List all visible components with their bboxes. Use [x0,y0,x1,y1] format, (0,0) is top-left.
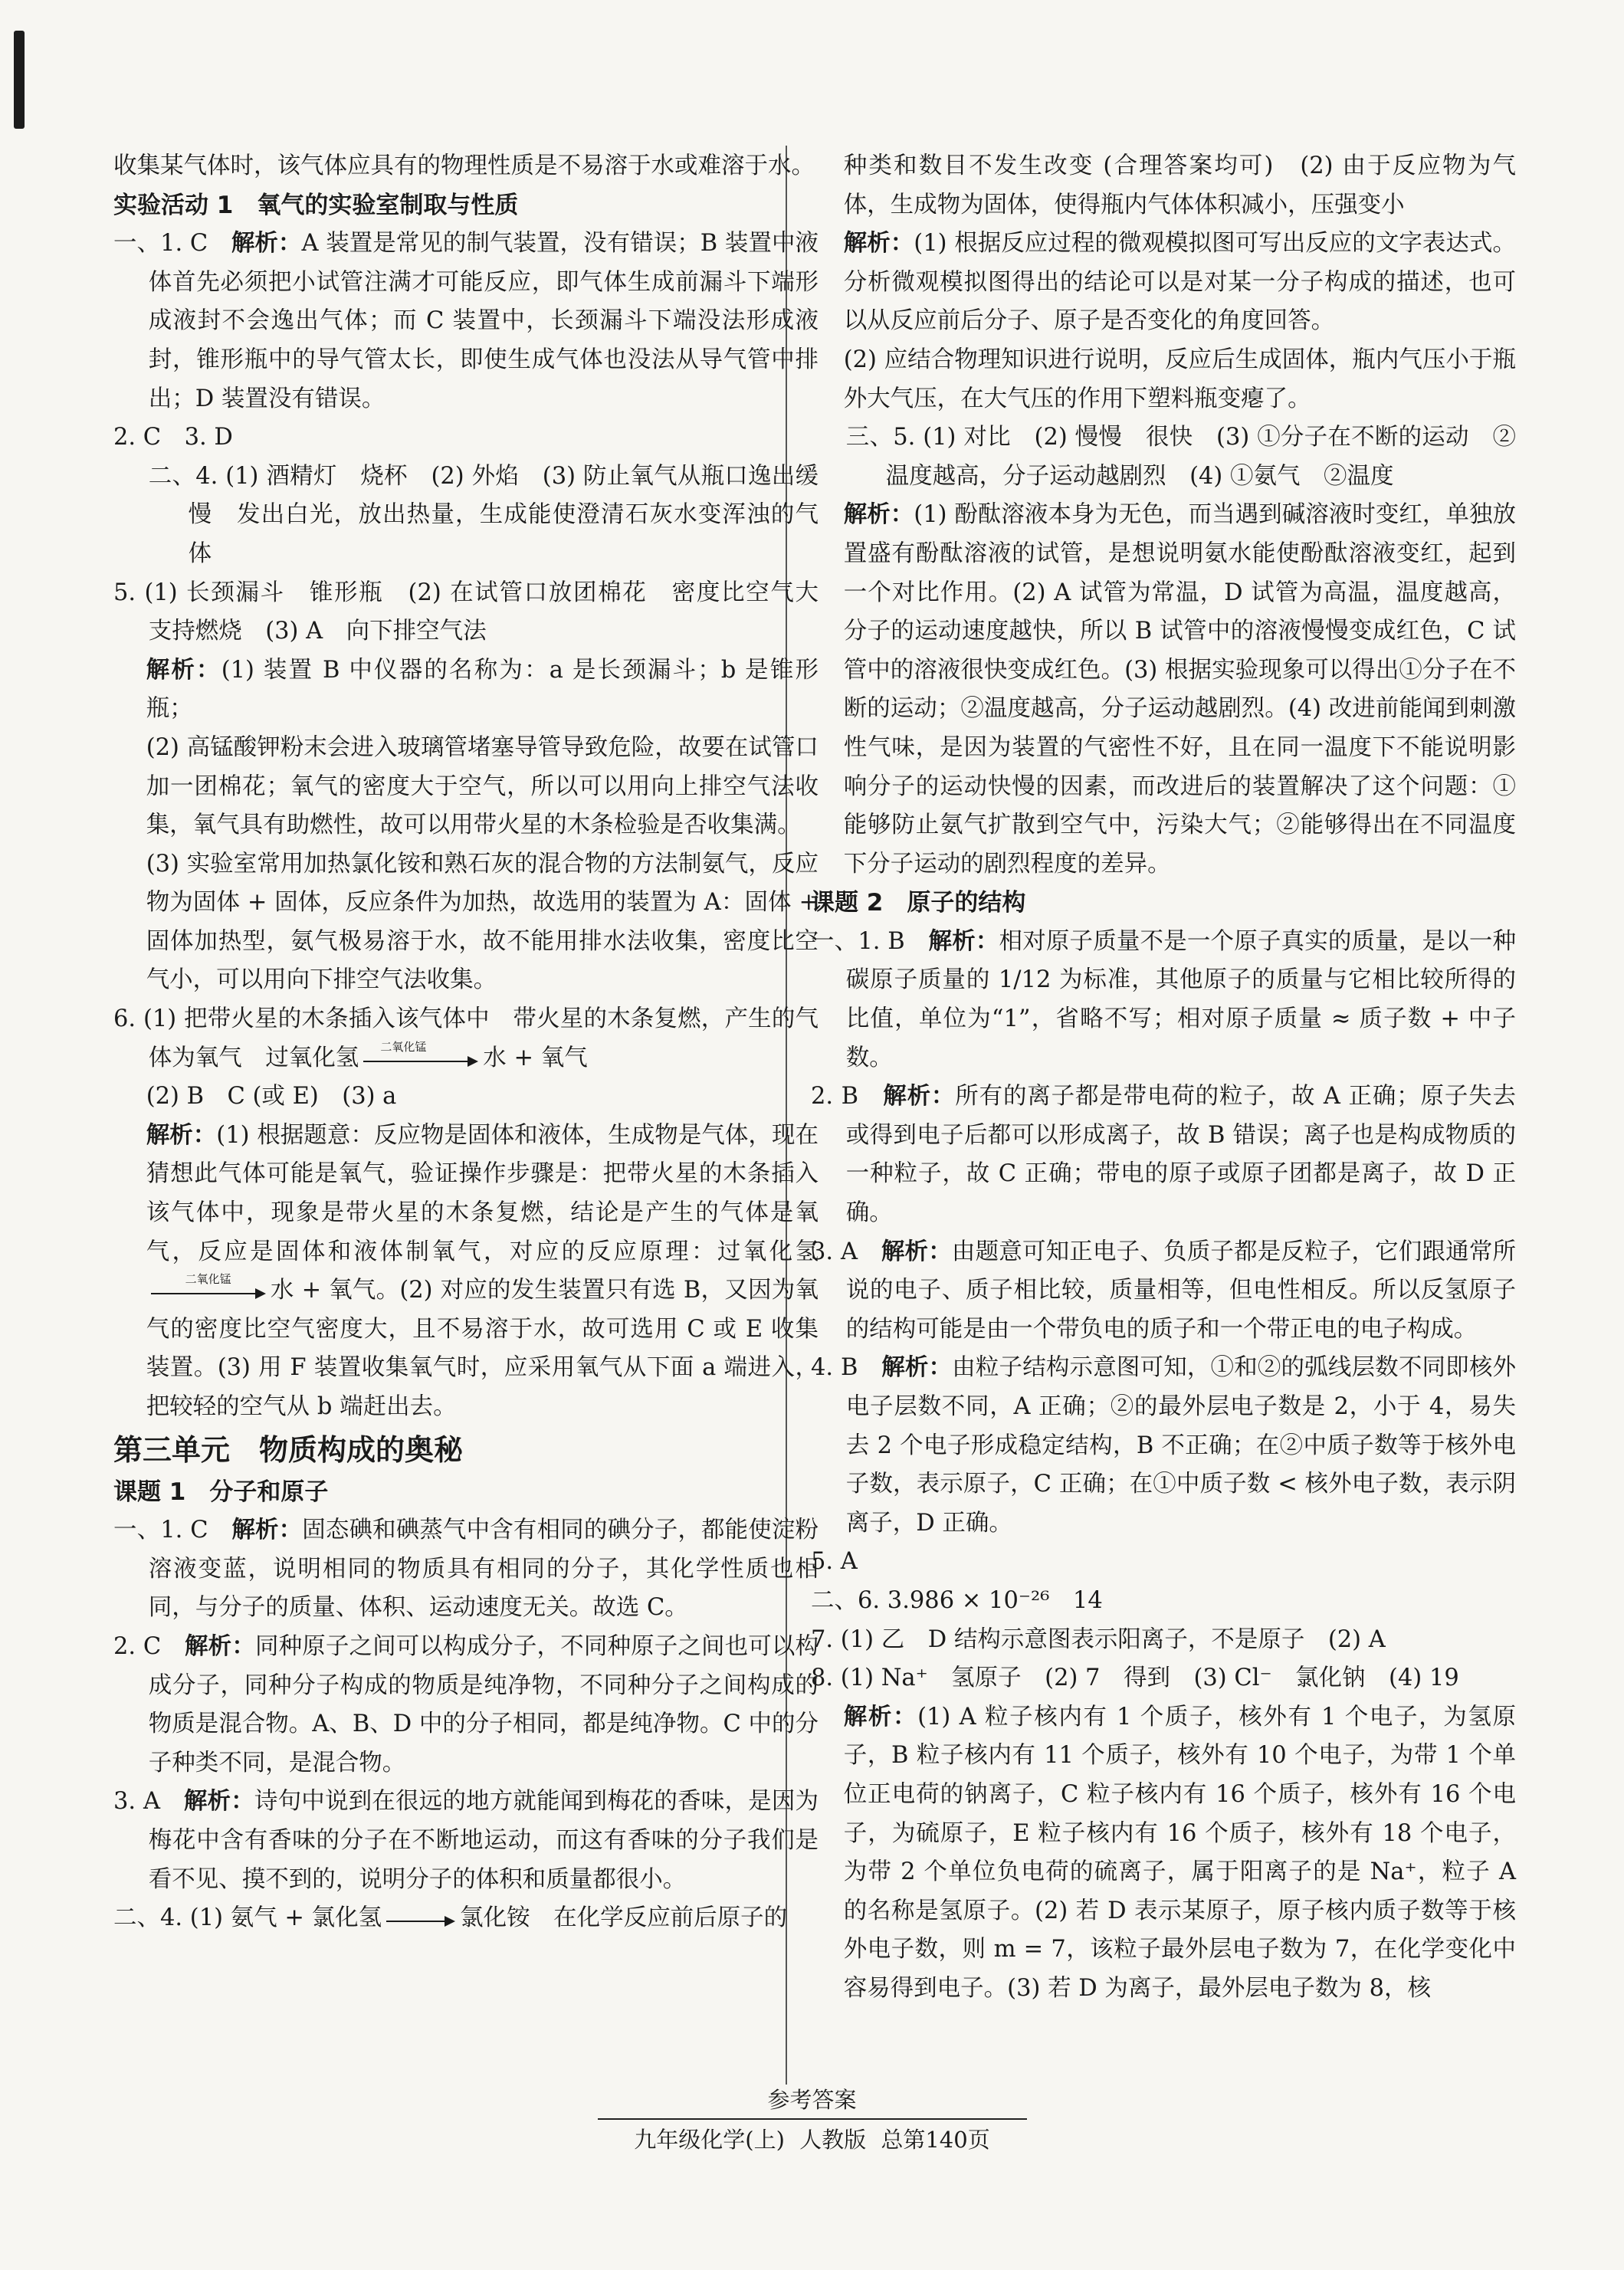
answer-item [811,1349,1516,1543]
analysis-label: 解析： [183,1788,254,1816]
reaction-reactant: 过氧化氢 [265,1044,359,1071]
footer-grade: 九年级化学(上) [634,2127,785,2153]
analysis-label: 解析： [231,230,302,258]
analysis-label: 解析： [231,1517,303,1544]
paragraph: 收集某气体时，该气体应具有的物理性质是不易溶于水或难溶于水。 [113,153,815,179]
answer-item [811,1078,1516,1232]
answer-number: 一、1. C [113,230,208,258]
footer-edition: 人教版 [799,2127,867,2153]
analysis-text: 由题意可知正电子、负质子都是反粒子，它们跟通常所说的电子、质子相比较，质量相等，但电性相反。所以反氢原子的结构可能是由一个带负电的质子和一个带正电的电子构成。 [845,1238,1517,1343]
right-column [811,147,1516,2009]
footer-title: 参考答案 [767,2087,857,2113]
analysis-label: 解析： [881,1354,953,1382]
reaction-product: 水 + 氧气 [483,1044,588,1071]
answer-item [113,1628,819,1783]
answer-item [811,923,1516,1078]
analysis-text: 诗句中说到在很远的地方就能闻到梅花的香味，是因为梅花中含有香味的分子在不断地运动，而这有香味的分子我们是看不见、摸不到的，说明分子的体积和质量都很小。 [148,1788,819,1893]
answer-item: 5. A [811,1548,858,1576]
answer-item: (2) B C (或 E) (3) a [146,1083,397,1110]
answer-number: 3. A [811,1238,858,1265]
analysis-label: 解析： [185,1632,255,1660]
answer-item [113,225,819,418]
topic-heading-1: 课题 1 分子和原子 [113,1478,329,1506]
analysis-text: 所有的离子都是带电荷的粒子，故 A 正确；原子失去或得到电子后都可以形成离子，故 B 错误；离子也是构成物质的一种粒子，故 C 正确；带电的原子或原子团都是离子，故 D 正确。 [845,1083,1517,1227]
answer-item [113,1899,819,1938]
analysis-text: 固态碘和碘蒸气中含有相同的碘分子，都能使淀粉溶液变蓝，说明相同的物质具有相同的分子，其化学性质也相同，与分子的质量、体积、运动速度无关。故选 C。 [148,1517,819,1622]
reaction-arrow [386,1911,455,1927]
analysis-paragraph [113,651,819,729]
answer-item: 二、6. 3.986 × 10⁻²⁶ 14 [811,1586,1103,1614]
answer-item [113,1783,819,1899]
answer-text: 二、4. (1) 氨气 + 氯化氢 [113,1904,382,1932]
answer-item: 三、5. (1) 对比 (2) 慢慢 很快 (3) ①分子在不断的运动 ②温度越高，分子运动越剧烈 (4) ①氨气 ②温度 [845,424,1516,490]
analysis-paragraph [113,1117,819,1427]
analysis-text: (1) A 粒子核内有 1 个质子，核外有 1 个电子，为氢原子，B 粒子核内有 11 个质子，核外有 10 个电子，为带 1 个单位正电荷的钠离子，C 粒子核内有 16 个质子，核外有 16 个电子，为硫原子，E 粒子核内有 16 个质子，核外有 18 个电子，为带 2 个单位负电荷的硫离子，属于阳离子的是 Na⁺，粒子 A 的名称是氢原子。(2) 若 D 表示某原子，原子核内质子数等于核外电子数，则 m = 7，该粒子最外层电子数为 7，在化学变化中容易得到电子。(3) 若 D 为离子，最外层电子数为 8，核 [843,1703,1516,2002]
footer-rule [598,2118,1027,2120]
analysis-label: 解析： [881,1238,952,1265]
analysis-text: A 装置是常见的制气装置，没有错误；B 装置中液体首先必须把小试管注满才可能反应，即气体生成前漏斗下端形成液封不会逸出气体；而 C 装置中，长颈漏斗下端没法形成液封，锥形瓶中的导气管太长，即使生成气体也没法从导气管中排出；D 装置没有错误。 [148,230,819,412]
analysis-paragraph: (2) 应结合物理知识进行说明，反应后生成固体，瓶内气压小于瓶外大气压，在大气压的作用下塑料瓶变瘪了。 [843,346,1516,412]
reaction-arrow [151,1272,266,1299]
analysis-paragraph [811,1698,1516,2009]
unit-heading: 第三单元 物质构成的奥秘 [113,1432,464,1467]
analysis-paragraph: (3) 实验室常用加热氯化铵和熟石灰的混合物的方法制氨气，反应物为固体 + 固体，反应条件为加热，故选用的装置为 A：固体 + 固体加热型，氨气极易溶于水，故不能用排水法收集，密度比空气小，可以用向下排空气法收集。 [146,850,819,994]
reaction-arrow [363,1039,478,1067]
reaction-reactant: 氧化氢 [743,1238,819,1265]
answer-item [811,1233,1516,1350]
analysis-label: 解析： [843,1703,918,1730]
analysis-label: 解析： [146,1121,217,1149]
analysis-label: 解析： [843,501,914,529]
analysis-paragraph [811,496,1516,884]
answer-item [113,1511,819,1628]
analysis-text: (1) 根据反应过程的微观模拟图可写出反应的文字表达式。分析微观模拟图得出的结论可以是对某一分子构成的描述，也可以从反应前后分子、原子是否变化的角度回答。 [843,230,1516,335]
analysis-label: 解析： [146,656,221,684]
answer-item: 2. C 3. D [113,424,233,451]
answer-item: 5. (1) 长颈漏斗 锥形瓶 (2) 在试管口放团棉花 密度比空气大 支持燃烧 (3) A 向下排空气法 [113,579,842,645]
answer-text: 6. (1) 把带火星的木条插入该气体中 带火星的木条复燃，产生的气体为氧气 [113,1005,819,1071]
analysis-paragraph [811,225,1516,341]
analysis-text: 相对原子质量不是一个原子真实的质量，是以一种碳原子质量的 1/12 为标准，其他原子的质量与它相比较所得的比值，单位为“1”，省略不写；相对原子质量 ≈ 质子数 + 中子数。 [845,927,1517,1071]
answer-number: 4. B [811,1354,858,1382]
answer-text: 氯化铵 在化学反应前后原子的 [460,1904,788,1932]
analysis-label: 解析： [883,1083,956,1110]
analysis-text: 由粒子结构示意图可知，①和②的弧线层数不同即核外电子层数不同，A 正确；②的最外层电子数是 2，小于 4，易失去 2 个电子形成稳定结构，B 不正确；在②中质子数等于核外电子数，表示原子，C 正确；在①中质子数 < 核外电子数，表示阴离子，D 正确。 [845,1354,1517,1537]
analysis-label: 解析： [928,927,999,955]
analysis-text: (1) 装置 B 中仪器的名称为：a 是长颈漏斗；b 是锥形瓶； [146,656,819,723]
topic-heading-2: 课题 2 原子的结构 [811,889,1026,917]
analysis-text: (1) 酚酞溶液本身为无色，而当遇到碱溶液时变红，单独放置盛有酚酞溶液的试管，是想说明氨水能使酚酞溶液变红，起到一个对比作用。(2) A 试管为常温，D 试管为高温，温度越高，分子的运动速度越快，所以 B 试管中的溶液慢慢变成红色，C 试管中的溶液很快变成红色。(3) 根据实验现象可以得出①分子在不断的运动；②温度越高，分子运动越剧烈。(4) 改进前能闻到刺激性气味，是因为装置的气密性不好，且在同一温度下不能说明影响分子的运动快慢的因素，而改进后的装置解决了这个问题：①能够防止氨气扩散到空气中，污染大气；②能够得出在不同温度下分子运动的剧烈程度的差异。 [843,501,1516,877]
analysis-text: 同种原子之间可以构成分子，不同种原子之间也可以构成分子，同种分子构成的物质是纯净物，不同种分子之间构成的物质是混合物。A、B、D 中的分子相同，都是纯净物。C 中的分子种类不同，是混合物。 [148,1632,819,1776]
footer-info [0,2124,1624,2155]
answer-item: 8. (1) Na⁺ 氢原子 (2) 7 得到 (3) Cl⁻ 氯化钠 (4) 19 [811,1665,1459,1692]
scan-edge-mark [14,31,25,129]
section-heading-experiment-1: 实验活动 1 氧气的实验室制取与性质 [113,191,519,219]
analysis-label: 解析： [843,230,914,258]
answer-item: 7. (1) 乙 D 结构示意图表示阳离子，不是原子 (2) A [811,1625,1386,1653]
analysis-text: (2) 对应的发生装置只有选 B，又因为氧气的密度比空气密度大，且不易溶于水，故可选用 C 或 E 收集装置。(3) 用 F 装置收集氧气时，应采用氧气从下面 a 端进入，把较轻的空气从 b 端赶出去。 [146,1277,819,1420]
answer-number: 一、1. B [811,927,905,955]
analysis-text: (1) 根据题意：反应物是固体和液体，生成物是气体，现在猜想此气体可能是氧气，验证操作步骤是：把带火星的木条插入该气体中，现象是带火星的木条复燃，结论是产生的气体是氧气，反应是固体和液体制氧气，对应的反应原理：过 [146,1121,819,1265]
answer-item [113,1000,819,1078]
reaction-product: 水 + 氧气。 [270,1277,400,1304]
footer-page-number: 总第140页 [881,2127,990,2153]
answer-number: 3. A [113,1788,160,1816]
analysis-paragraph: (2) 高锰酸钾粉末会进入玻璃管堵塞导管导致危险，故要在试管口加一团棉花；氧气的密度大于空气，所以可以用向上排空气法收集，氧气具有助燃性，故可以用带火星的木条检验是否收集满。 [146,733,819,839]
answer-number: 2. B [811,1083,859,1110]
reaction-condition: 二氧化锰 [185,1272,231,1287]
reaction-condition: 二氧化锰 [380,1039,427,1054]
answer-item: 种类和数目不发生改变 (合理答案均可) (2) 由于反应物为气体，生成物为固体，使得瓶内气体体积减小，压强变小 [843,153,1516,218]
answer-item: 二、4. (1) 酒精灯 烧杯 (2) 外焰 (3) 防止氧气从瓶口逸出缓慢 发出白光，放出热量，生成能使澄清石灰水变浑浊的气体 [148,462,819,567]
answer-number: 一、1. C [113,1517,208,1544]
page-footer [0,2085,1624,2155]
answer-number: 2. C [113,1632,162,1660]
